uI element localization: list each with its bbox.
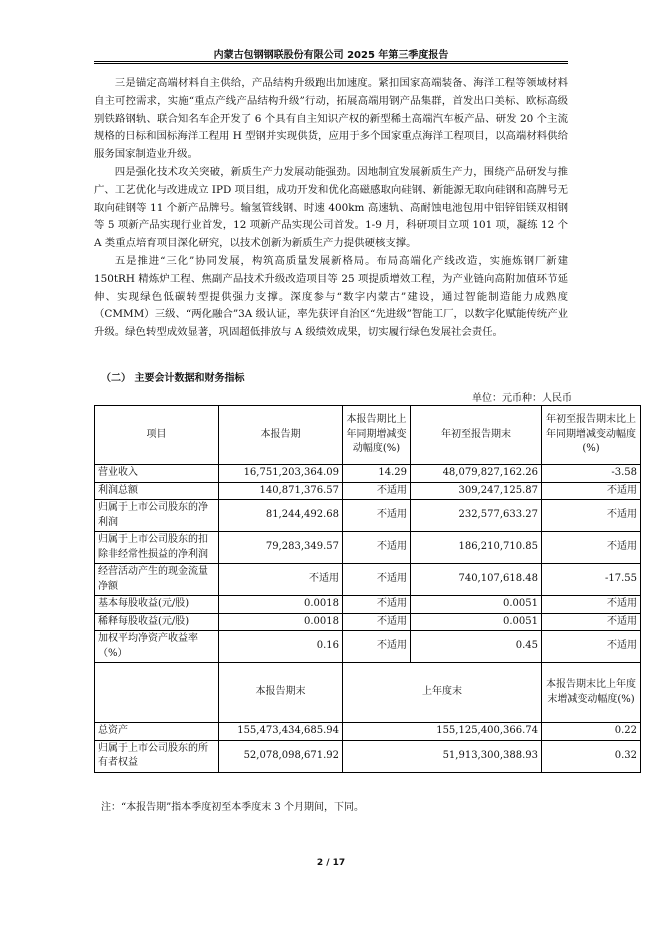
current-value: 0.0018: [219, 613, 343, 631]
ytd-change-value: 不适用: [542, 596, 641, 614]
current-change-value: 不适用: [343, 482, 411, 500]
ytd-change-value: 不适用: [542, 613, 641, 631]
table-row: [95, 482, 641, 500]
table-row: [95, 631, 641, 663]
currency-unit-line: 单位：元币种：人民币: [472, 393, 572, 404]
table-row: [95, 564, 641, 596]
current-change-value: 不适用: [343, 500, 411, 532]
row-label: 经营活动产生的现金流量净额: [95, 564, 219, 596]
ytd-change-value: 不适用: [542, 532, 641, 564]
header-current-change: 本报告期比上年同期增减变动幅度(%): [343, 406, 411, 465]
row-label: 基本每股收益(元/股): [95, 596, 219, 614]
row-label: 总资产: [95, 723, 219, 741]
balance-change-value: 0.32: [542, 740, 641, 772]
ytd-value: 740,107,618.48: [411, 564, 542, 596]
header-prior-year-end: 上年度末: [343, 663, 542, 723]
period-end-value: 52,078,098,671.92: [219, 740, 343, 772]
prior-year-end-value: 155,125,400,366.74: [343, 723, 542, 741]
ytd-value: 232,577,633.27: [411, 500, 542, 532]
ytd-value: 48,079,827,162.26: [411, 465, 542, 483]
table-row: [95, 465, 641, 483]
current-change-value: 不适用: [343, 596, 411, 614]
header-divider-bottom: [94, 63, 568, 64]
paragraph-5: 五是推进“三化”协同发展，构筑高质量发展新格局。布局高端化产线改造，实施炼钢厂新建 150tRH 精炼炉工程、焦副产品技术升级改造项目等 25 项提质增效工程，为产业链向高附加值环节延伸、实现绿色低碳转型提供强力支撑。深度参与“数字内蒙古”建设，通过智能制造能力成熟度（CMMM）三级、“两化融合”3A 级认证，率先获评自治区“先进级”智能工厂，以数字化赋能传统产业升级。绿色转型成效显著，巩固超低排放与 A 级绩效成果，切实履行绿色发展社会责任。: [94, 254, 568, 339]
current-value: 0.16: [219, 631, 343, 663]
current-value: 16,751,203,364.09: [219, 465, 343, 483]
header-balance-change: 本报告期末比上年度末增减变动幅度(%): [542, 663, 641, 723]
ytd-value: 0.0051: [411, 613, 542, 631]
prior-year-end-value: 51,913,300,388.93: [343, 740, 542, 772]
header-current-period: 本报告期: [219, 406, 343, 465]
row-label: 稀释每股收益(元/股): [95, 613, 219, 631]
ytd-value: 0.45: [411, 631, 542, 663]
header-item: 项目: [95, 406, 219, 465]
table-row: [95, 500, 641, 532]
header-ytd: 年初至报告期末: [411, 406, 542, 465]
current-change-value: 不适用: [343, 631, 411, 663]
table-row: [95, 596, 641, 614]
header-ytd-change: 年初至报告期末比上年同期增减变动幅度(%): [542, 406, 641, 465]
row-label: 营业收入: [95, 465, 219, 483]
header-period-end: 本报告期末: [219, 663, 343, 723]
table-header-row: [95, 406, 641, 465]
paragraph-4: 四是强化技术攻关突破，新质生产力发展动能强劲。因地制宜发展新质生产力，围绕产品研发与推广、工艺优化与改进成立 IPD 项目组，成功开发和优化高磁感取向硅钢、新能源无取向硅钢和高牌号无取向硅钢等 11 个新产品牌号。输氢管线钢、时速 400km 高速轨、高耐蚀电池包用中铝锌铝镁双相钢等 5 项新产品实现行业首发，12 项新产品实现公司首发。1-9 月，科研项目立项 101 项，凝练 12 个 A 类重点培育项目深化研究，以技术创新为新质生产力提供硬核支撑。: [94, 165, 568, 250]
header-divider-top: [94, 61, 568, 62]
row-label: 归属于上市公司股东的所有者权益: [95, 740, 219, 772]
section-heading: （二） 主要会计数据和财务指标: [101, 373, 245, 384]
row-label: 归属于上市公司股东的扣除非经常性损益的净利润: [95, 532, 219, 564]
footnote: 注：“本报告期”指本季度初至本季度末 3 个月期间，下同。: [101, 802, 364, 813]
paragraph-3: 三是锚定高端材料自主供给，产品结构升级跑出加速度。紧扣国家高端装备、海洋工程等领域材料自主可控需求，实施“重点产线产品结构升级”行动，拓展高端用钢产品集群，首发出口美标、欧标高级别铁路钢轨、联合知名车企开发了 6 个具有自主知识产权的新型稀土高端汽车板产品、研发 20 个主流规格的日标和国标海洋工程用 H 型钢并实现供货，应用于多个国家重点海洋工程项目，以高端材料供给服务国家制造业升级。: [94, 77, 568, 161]
row-label: 归属于上市公司股东的净利润: [95, 500, 219, 532]
table-row: [95, 532, 641, 564]
current-value: 140,871,376.57: [219, 482, 343, 500]
row-label: 加权平均净资产收益率（%）: [95, 631, 219, 663]
balance-change-value: 0.22: [542, 723, 641, 741]
current-value: 0.0018: [219, 596, 343, 614]
ytd-change-value: 不适用: [542, 631, 641, 663]
period-end-value: 155,473,434,685.94: [219, 723, 343, 741]
current-value: 79,283,349.57: [219, 532, 343, 564]
financial-data-table: [94, 405, 641, 773]
ytd-change-value: -17.55: [542, 564, 641, 596]
current-change-value: 不适用: [343, 613, 411, 631]
balance-header-blank: [95, 663, 219, 723]
page-number: 2 / 17: [316, 858, 346, 868]
current-change-value: 不适用: [343, 564, 411, 596]
table-row: [95, 740, 641, 772]
ytd-change-value: 不适用: [542, 500, 641, 532]
current-change-value: 14.29: [343, 465, 411, 483]
current-change-value: 不适用: [343, 532, 411, 564]
current-value: 81,244,492.68: [219, 500, 343, 532]
current-value: 不适用: [219, 564, 343, 596]
table-row: [95, 613, 641, 631]
report-header-title: 内蒙古包钢钢联股份有限公司 2025 年第三季度报告: [213, 50, 449, 61]
balance-header-row: [95, 663, 641, 723]
ytd-change-value: 不适用: [542, 482, 641, 500]
ytd-change-value: -3.58: [542, 465, 641, 483]
ytd-value: 186,210,710.85: [411, 532, 542, 564]
row-label: 利润总额: [95, 482, 219, 500]
ytd-value: 309,247,125.87: [411, 482, 542, 500]
ytd-value: 0.0051: [411, 596, 542, 614]
body-text: [94, 75, 568, 342]
table-row: [95, 723, 641, 741]
